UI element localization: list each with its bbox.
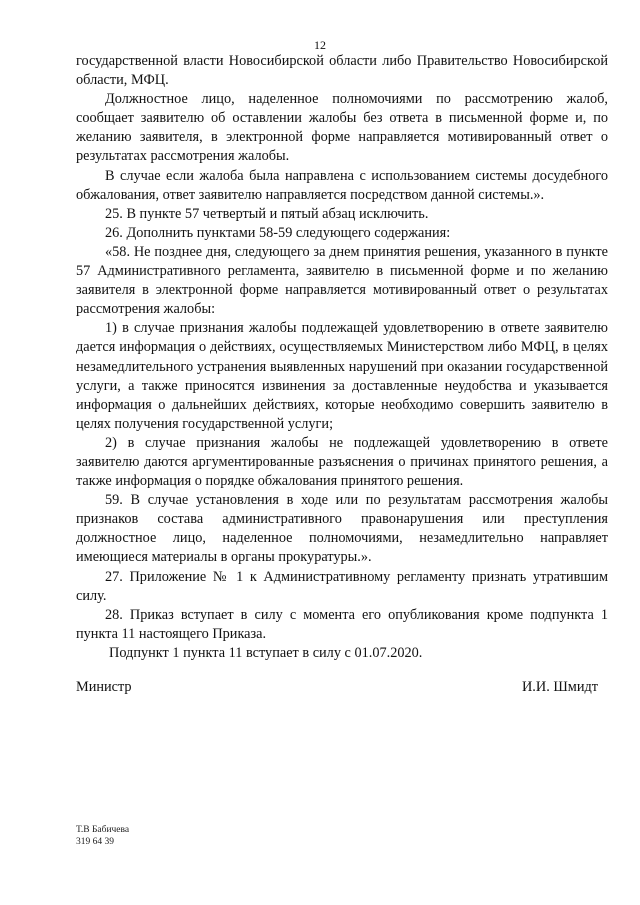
paragraph: В случае если жалоба была направлена с использованием системы досудебного обжалования, ответ заявителю направляется посредством данной системы.».	[76, 167, 608, 203]
executor-name: Т.В Бабичева	[76, 825, 130, 835]
paragraph: 26. Дополнить пунктами 58-59 следующего содержания:	[105, 224, 451, 241]
page-number: 12	[314, 38, 326, 52]
paragraph: 2) в случае признания жалобы не подлежащей удовлетворению в ответе заявителю даются аргументированные разъяснения о причинах принятого решения, а также информация о порядке обжалования принятого решения.	[76, 434, 608, 490]
paragraph: Подпункт 1 пункта 11 вступает в силу с 01.07.2020.	[109, 644, 423, 661]
executor-phone: 319 64 39	[76, 837, 114, 847]
signature-block	[76, 679, 598, 696]
signatory-name: И.И. Шмидт	[521, 679, 598, 695]
signatory-position: Министр	[76, 679, 132, 695]
paragraph: государственной власти Новосибирской области либо Правительство Новосибирской области, МФЦ.	[76, 53, 608, 89]
paragraph: 27. Приложение № 1 к Административному регламенту признать утратившим силу.	[76, 568, 608, 604]
paragraph: 1) в случае признания жалобы подлежащей удовлетворению в ответе заявителю дается информация о действиях, осуществляемых Министерством либо МФЦ, в целях незамедлительного устранения выявленных нарушений при оказании государственной услуги, а также приносятся извинения за доставленные неудобства и указывается информация о дальнейших действиях, которые необходимо совершить заявителю в целях получения государственной услуги;	[76, 320, 608, 432]
paragraph: Должностное лицо, наделенное полномочиями по рассмотрению жалоб, сообщает заявителю об оставлении жалобы без ответа в письменной форме и, по желанию заявителя, в электронной форме направляется мотивированный ответ о результатах рассмотрения жалобы.	[76, 91, 608, 165]
paragraph: 28. Приказ вступает в силу с момента его опубликования кроме подпункта 1 пункта 11 настоящего Приказа.	[76, 606, 608, 642]
paragraph: «58. Не позднее дня, следующего за днем принятия решения, указанного в пункте 57 Административного регламента, заявителю в письменной форме и по желанию заявителя в электронной форме направляется мотивированный ответ о результатах рассмотрения жалобы:	[76, 243, 608, 318]
paragraph: 25. В пункте 57 четвертый и пятый абзац исключить.	[105, 205, 429, 222]
executor-footer	[76, 824, 129, 848]
document-body	[76, 52, 608, 663]
paragraph: 59. В случае установления в ходе или по результатам рассмотрения жалобы признаков состава административного правонарушения или преступления должностное лицо, наделенное полномочиями, незамедлительно направляет имеющиеся материалы в органы прокуратуры.».	[76, 492, 608, 566]
